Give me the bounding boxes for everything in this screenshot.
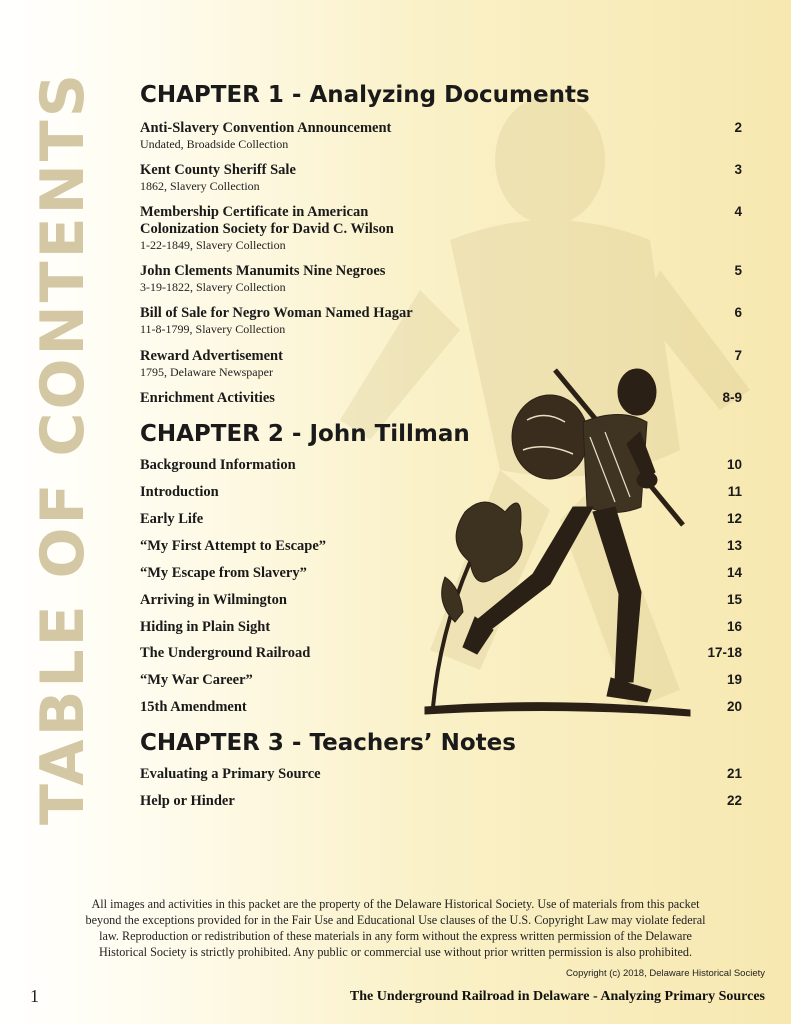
entry-title: “My First Attempt to Escape” <box>140 538 327 554</box>
entry-page-number: 19 <box>726 672 742 687</box>
toc-entry[interactable] <box>140 484 740 501</box>
entry-title: Evaluating a Primary Source <box>140 766 321 782</box>
entry-subtitle: 3-19-1822, Slavery Collection <box>140 280 286 294</box>
notice-line: Historical Society is strictly prohibited. Any public or commercial use without prior written permission is also prohibited. <box>98 945 693 959</box>
notice-line: beyond the exceptions provided for in the Fair Use and Educational Use clauses of the U.S. Copyright Law may violate federal <box>85 913 706 927</box>
notice-line: All images and activities in this packet are the property of the Delaware Historical Society. Use of materials from this packet <box>91 897 700 911</box>
copyright-line: Copyright (c) 2018, Delaware Historical Society <box>565 968 765 979</box>
entry-page-number: 12 <box>726 511 742 526</box>
entry-title: Background Information <box>140 457 296 473</box>
entry-page-number: 4 <box>734 204 742 219</box>
entry-title: Introduction <box>140 484 219 500</box>
toc-entry[interactable] <box>140 263 740 294</box>
entry-page-number: 11 <box>727 484 742 499</box>
entry-page-number: 6 <box>734 305 742 320</box>
table-of-contents-vertical-title: TABLE OF CONTENTS <box>28 71 98 825</box>
toc-entry[interactable] <box>140 457 740 474</box>
entry-page-number: 14 <box>726 565 742 580</box>
toc-entry[interactable] <box>140 204 740 252</box>
entry-title: Hiding in Plain Sight <box>140 619 271 635</box>
toc-entry[interactable] <box>140 699 740 716</box>
entry-page-number: 13 <box>726 538 742 553</box>
entry-page-number: 10 <box>726 457 742 472</box>
entry-subtitle: 11-8-1799, Slavery Collection <box>140 322 286 336</box>
toc-entry[interactable] <box>140 592 740 609</box>
entry-page-number: 5 <box>734 263 742 278</box>
toc-entry[interactable] <box>140 162 740 193</box>
entry-page-number: 22 <box>726 793 742 808</box>
entry-page-number: 21 <box>726 766 742 781</box>
entry-title: John Clements Manumits Nine Negroes <box>140 263 386 279</box>
entry-page-number: 2 <box>734 120 742 135</box>
entry-title: Kent County Sheriff Sale <box>140 162 296 178</box>
toc-entry[interactable] <box>140 645 740 662</box>
copyright-notice <box>40 896 751 960</box>
entry-page-number: 3 <box>734 162 742 177</box>
notice-line: law. Reproduction or redistribution of these materials in any form without the express written permission of the Delaware <box>99 929 692 943</box>
entry-title: Enrichment Activities <box>140 390 275 406</box>
entry-page-number: 8-9 <box>722 390 742 405</box>
entry-title: “My Escape from Slavery” <box>140 565 307 581</box>
entry-title: Help or Hinder <box>140 793 235 809</box>
toc-entry[interactable] <box>140 538 740 555</box>
entry-title: Early Life <box>140 511 204 527</box>
toc-entry[interactable] <box>140 619 740 636</box>
entry-title: Reward Advertisement <box>140 348 283 364</box>
entry-title: The Underground Railroad <box>140 645 311 661</box>
entry-title: Arriving in Wilmington <box>140 592 287 608</box>
entry-title: Bill of Sale for Negro Woman Named Hagar <box>140 305 413 321</box>
chapter-3-heading: CHAPTER 3 - Teachers’ Notes <box>140 730 516 756</box>
chapter-2-heading: CHAPTER 2 - John Tillman <box>140 421 470 447</box>
entry-page-number: 17-18 <box>707 645 742 660</box>
entry-subtitle: 1-22-1849, Slavery Collection <box>140 238 286 252</box>
entry-title: 15th Amendment <box>140 699 247 715</box>
entry-subtitle: 1862, Slavery Collection <box>140 179 260 193</box>
entry-subtitle: Undated, Broadside Collection <box>140 137 289 151</box>
entry-title: Anti-Slavery Convention Announcement <box>140 120 392 136</box>
toc-entry[interactable] <box>140 511 740 528</box>
entry-title: “My War Career” <box>140 672 253 688</box>
entry-page-number: 20 <box>726 699 742 714</box>
entry-page-number: 15 <box>726 592 742 607</box>
publication-title: The Underground Railroad in Delaware - Analyzing Primary Sources <box>349 989 765 1004</box>
toc-entry[interactable] <box>140 793 740 810</box>
toc-entry[interactable] <box>140 120 740 151</box>
toc-entry[interactable] <box>140 672 740 689</box>
entry-page-number: 7 <box>734 348 742 363</box>
entry-title-line-2: Colonization Society for David C. Wilson <box>140 221 394 237</box>
toc-entry[interactable] <box>140 766 740 783</box>
chapter-1-heading: CHAPTER 1 - Analyzing Documents <box>140 82 590 108</box>
entry-subtitle: 1795, Delaware Newspaper <box>140 365 273 379</box>
entry-page-number: 16 <box>726 619 742 634</box>
toc-entry[interactable] <box>140 305 740 336</box>
page-number: 1 <box>30 986 39 1006</box>
toc-entry[interactable] <box>140 565 740 582</box>
entry-title-line-1: Membership Certificate in American <box>140 204 369 220</box>
